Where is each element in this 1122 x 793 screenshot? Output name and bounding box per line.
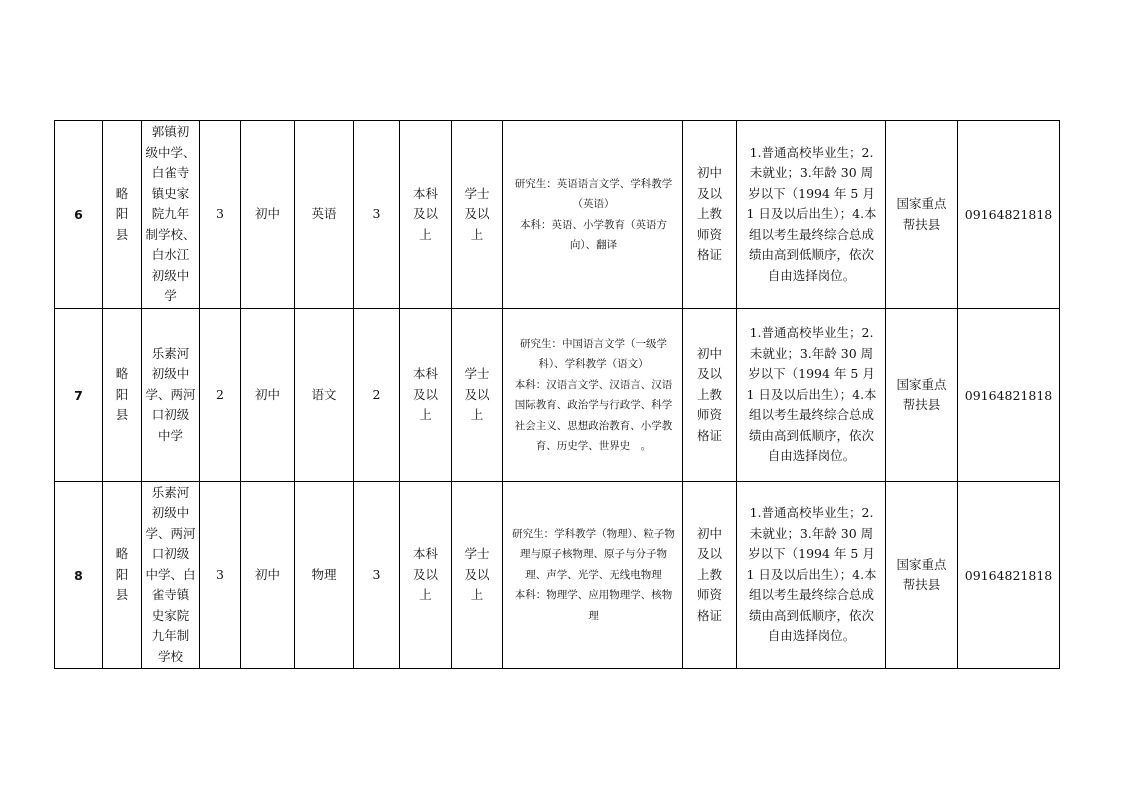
- school-cell: 乐素河 初级中 学、两河 口初级 中学: [142, 309, 200, 482]
- level-cell: 初中: [241, 309, 295, 482]
- subject-cell: 语文: [295, 309, 354, 482]
- major-cell: 研究生：学科教学（物理）、粒子物理与原子核物理、原子与分子物理、声学、光学、无线电物理 本科：物理学、应用物理学、核物理: [503, 482, 683, 669]
- certificate-cell: 初中 及以 上教 师资 格证: [683, 482, 737, 669]
- degree-cell: 学士 及以 上: [452, 309, 503, 482]
- positions-cell: 3: [354, 121, 400, 309]
- education-cell: 本科 及以 上: [400, 309, 452, 482]
- seq-cell: 8: [55, 482, 103, 669]
- note-cell: 国家重点 帮扶县: [886, 309, 958, 482]
- count-cell: 3: [200, 482, 241, 669]
- requirements-cell: 1.普通高校毕业生；2.未就业；3.年龄 30 周岁以下（1994 年 5 月 1 日及以后出生）；4.本组以考生最终综合总成绩由高到低顺序，依次自由选择岗位。: [737, 482, 886, 669]
- seq-cell: 6: [55, 121, 103, 309]
- county-cell: 略 阳 县: [103, 482, 142, 669]
- phone-cell: 09164821818: [958, 309, 1060, 482]
- degree-cell: 学士 及以 上: [452, 482, 503, 669]
- count-cell: 3: [200, 121, 241, 309]
- degree-cell: 学士 及以 上: [452, 121, 503, 309]
- seq-cell: 7: [55, 309, 103, 482]
- school-cell: 乐素河 初级中 学、两河 口初级 中学、白 雀寺镇 史家院 九年制 学校: [142, 482, 200, 669]
- county-cell: 略 阳 县: [103, 121, 142, 309]
- table-row: [55, 309, 1060, 482]
- note-cell: 国家重点 帮扶县: [886, 121, 958, 309]
- major-cell: 研究生：中国语言文学（一级学科）、学科教学（语文） 本科：汉语言文学、汉语言、汉语国际教育、政治学与行政学、科学社会主义、思想政治教育、小学教育、历史学、世界史 。: [503, 309, 683, 482]
- subject-cell: 英语: [295, 121, 354, 309]
- major-cell: 研究生：英语语言文学、学科教学（英语） 本科：英语、小学教育（英语方向）、翻译: [503, 121, 683, 309]
- level-cell: 初中: [241, 121, 295, 309]
- requirements-cell: 1.普通高校毕业生；2.未就业；3.年龄 30 周岁以下（1994 年 5 月 1 日及以后出生）；4.本组以考生最终综合总成绩由高到低顺序，依次自由选择岗位。: [737, 309, 886, 482]
- count-cell: 2: [200, 309, 241, 482]
- certificate-cell: 初中 及以 上教 师资 格证: [683, 121, 737, 309]
- recruitment-table: [54, 120, 1060, 669]
- requirements-cell: 1.普通高校毕业生；2.未就业；3.年龄 30 周岁以下（1994 年 5 月 1 日及以后出生）；4.本组以考生最终综合总成绩由高到低顺序，依次自由选择岗位。: [737, 121, 886, 309]
- level-cell: 初中: [241, 482, 295, 669]
- table-row: [55, 482, 1060, 669]
- phone-cell: 09164821818: [958, 121, 1060, 309]
- table-row: [55, 121, 1060, 309]
- positions-cell: 2: [354, 309, 400, 482]
- certificate-cell: 初中 及以 上教 师资 格证: [683, 309, 737, 482]
- county-cell: 略 阳 县: [103, 309, 142, 482]
- note-cell: 国家重点 帮扶县: [886, 482, 958, 669]
- subject-cell: 物理: [295, 482, 354, 669]
- positions-cell: 3: [354, 482, 400, 669]
- phone-cell: 09164821818: [958, 482, 1060, 669]
- education-cell: 本科 及以 上: [400, 121, 452, 309]
- school-cell: 郭镇初 级中学、 白雀寺 镇史家 院九年 制学校、 白水江 初级中 学: [142, 121, 200, 309]
- education-cell: 本科 及以 上: [400, 482, 452, 669]
